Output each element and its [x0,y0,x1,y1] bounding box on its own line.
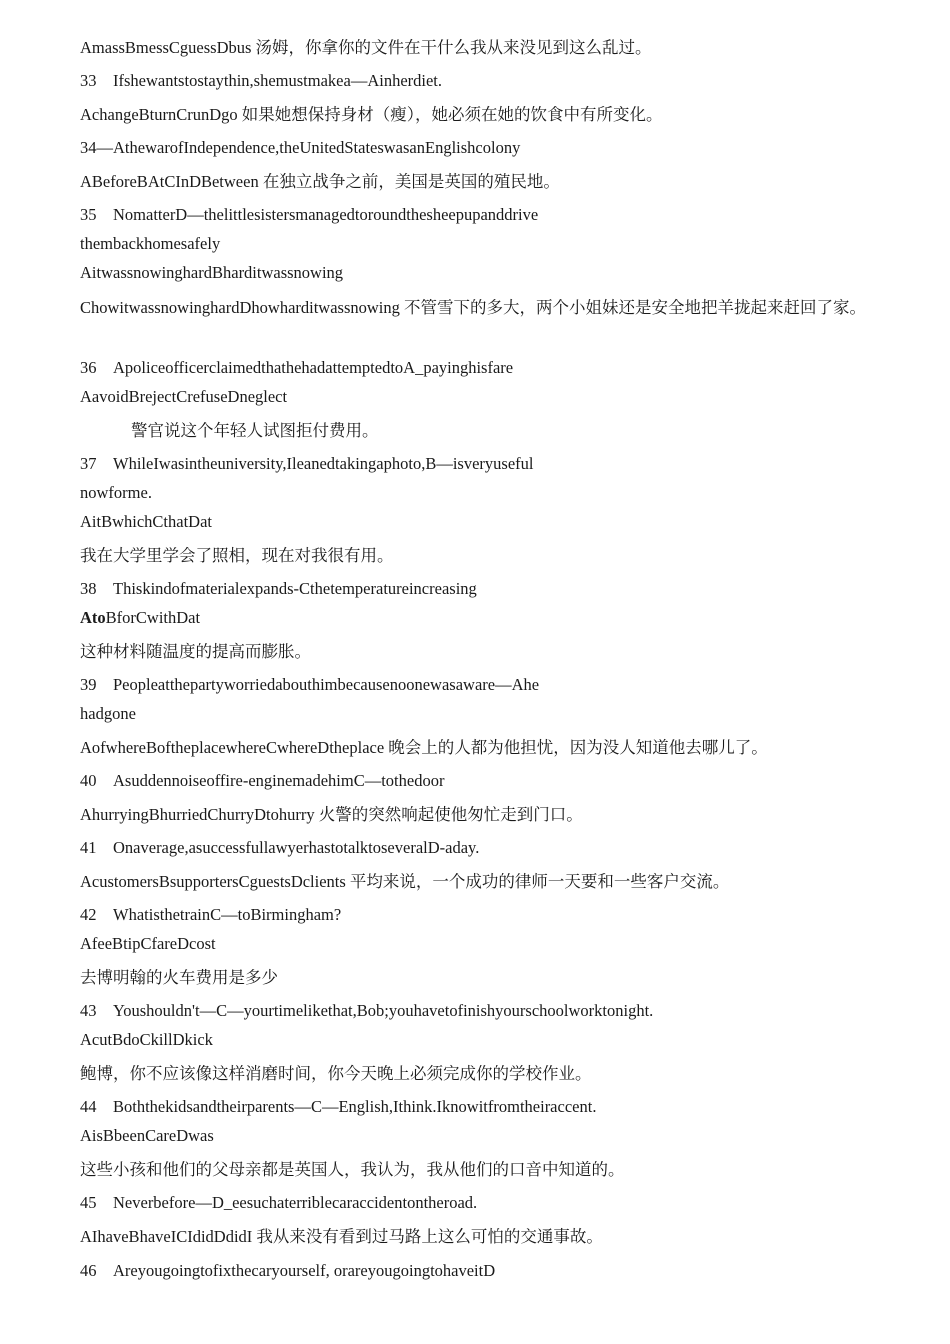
options-line: AitBwhichCthatDat [80,512,212,531]
question-42: 42 WhatisthetrainC—toBirmingham? [80,905,342,924]
text-line: hadgone [80,704,136,723]
question-33: 33 Ifshewantstostaythin,shemustmakea—Ainherdiet. [80,71,443,90]
question-41: 41 Onaverage,asuccessfullawyerhastotalktoseveralD-aday. [80,838,480,857]
options-translation-line: ChowitwassnowinghardDhowharditwassnowing 不管雪下的多大，两个小姐妹还是安全地把羊拢起来赶回了家。 [80,298,867,317]
question-36: 36 ApoliceofficerclaimedthathehadattemptedtoA_payinghisfare [80,358,514,377]
question-45: 45 Neverbefore—D_eesuchaterriblecaraccidentontheroad. [80,1193,478,1212]
question-40: 40 Asuddennoiseoffire-enginemadehimC—tothedoor [80,771,445,790]
text-line: nowforme. [80,483,152,502]
options-line: AavoidBrejectCrefuseDneglect [80,387,288,406]
translation-line: 鲍博，你不应该像这样消磨时间，你今天晚上必须完成你的学校作业。 [80,1064,592,1083]
question-44: 44 Boththekidsandtheirparents—C—English,Ithink.Iknowitfromtheiraccent. [80,1097,597,1116]
bold-option: Ato [80,608,106,627]
question-37: 37 WhileIwasintheuniversity,Ileanedtakingaphoto,B—isveryuseful [80,454,534,473]
question-46: 46 Areyougoingtofixthecaryourself, orareyougoingtohaveitD [80,1261,496,1280]
translation-line: 我在大学里学会了照相，现在对我很有用。 [80,546,394,565]
options-line: AisBbeenCareDwas [80,1126,214,1145]
options-rest: BforCwithDat [105,608,201,627]
options-translation-line: AIhaveBhaveICIdidDdidI 我从来没有看到过马路上这么可怕的交通事故。 [80,1227,603,1246]
question-34: 34—AthewarofIndependence,theUnitedStateswasanEnglishcolony [80,138,521,157]
translation-line: 这种材料随温度的提高而膨胀。 [80,642,311,661]
translation-line: 这些小孩和他们的父母亲都是英国人，我认为，我从他们的口音中知道的。 [80,1160,625,1179]
text-line: thembackhomesafely [80,234,221,253]
translation-line: 去博明翰的火车费用是多少 [80,968,278,987]
question-43: 43 Youshouldn't—C—yourtimelikethat,Bob;youhavetofinishyourschoolworktonight. [80,1001,654,1020]
translation-line: 警官说这个年轻人试图拒付费用。 [131,421,379,440]
options-translation-line: AcustomersBsupportersCguestsDclients 平均来说，一个成功的律师一天要和一些客户交流。 [80,872,730,891]
options-line: AcutBdoCkillDkick [80,1030,213,1049]
text-line: AmassBmessCguessDbus 汤姆，你拿你的文件在干什么我从来没见到这么乱过。 [80,38,652,57]
question-35: 35 NomatterD—thelittlesistersmanagedtoroundthesheepupanddrive [80,205,539,224]
text-line: AchangeBturnCrunDgo 如果她想保持身材（瘦），她必须在她的饮食中有所变化。 [80,105,663,124]
options-line: AfeeBtipCfareDcost [80,934,216,953]
question-38: 38 Thiskindofmaterialexpands-Cthetemperatureincreasing [80,579,477,598]
options-line: AitwassnowinghardBharditwassnowing [80,263,344,282]
options-line [80,607,200,629]
options-translation-line: AofwhereBoftheplacewhereCwhereDtheplace 晚会上的人都为他担忧，因为没人知道他去哪儿了。 [80,738,768,757]
options-translation-line: AhurryingBhurriedChurryDtohurry 火警的突然响起使他匆忙走到门口。 [80,805,583,824]
question-39: 39 Peopleatthepartyworriedabouthimbecausenoonewasaware—Ahe [80,675,540,694]
text-line: ABeforeBAtCInDBetween 在独立战争之前，美国是英国的殖民地。 [80,172,560,191]
